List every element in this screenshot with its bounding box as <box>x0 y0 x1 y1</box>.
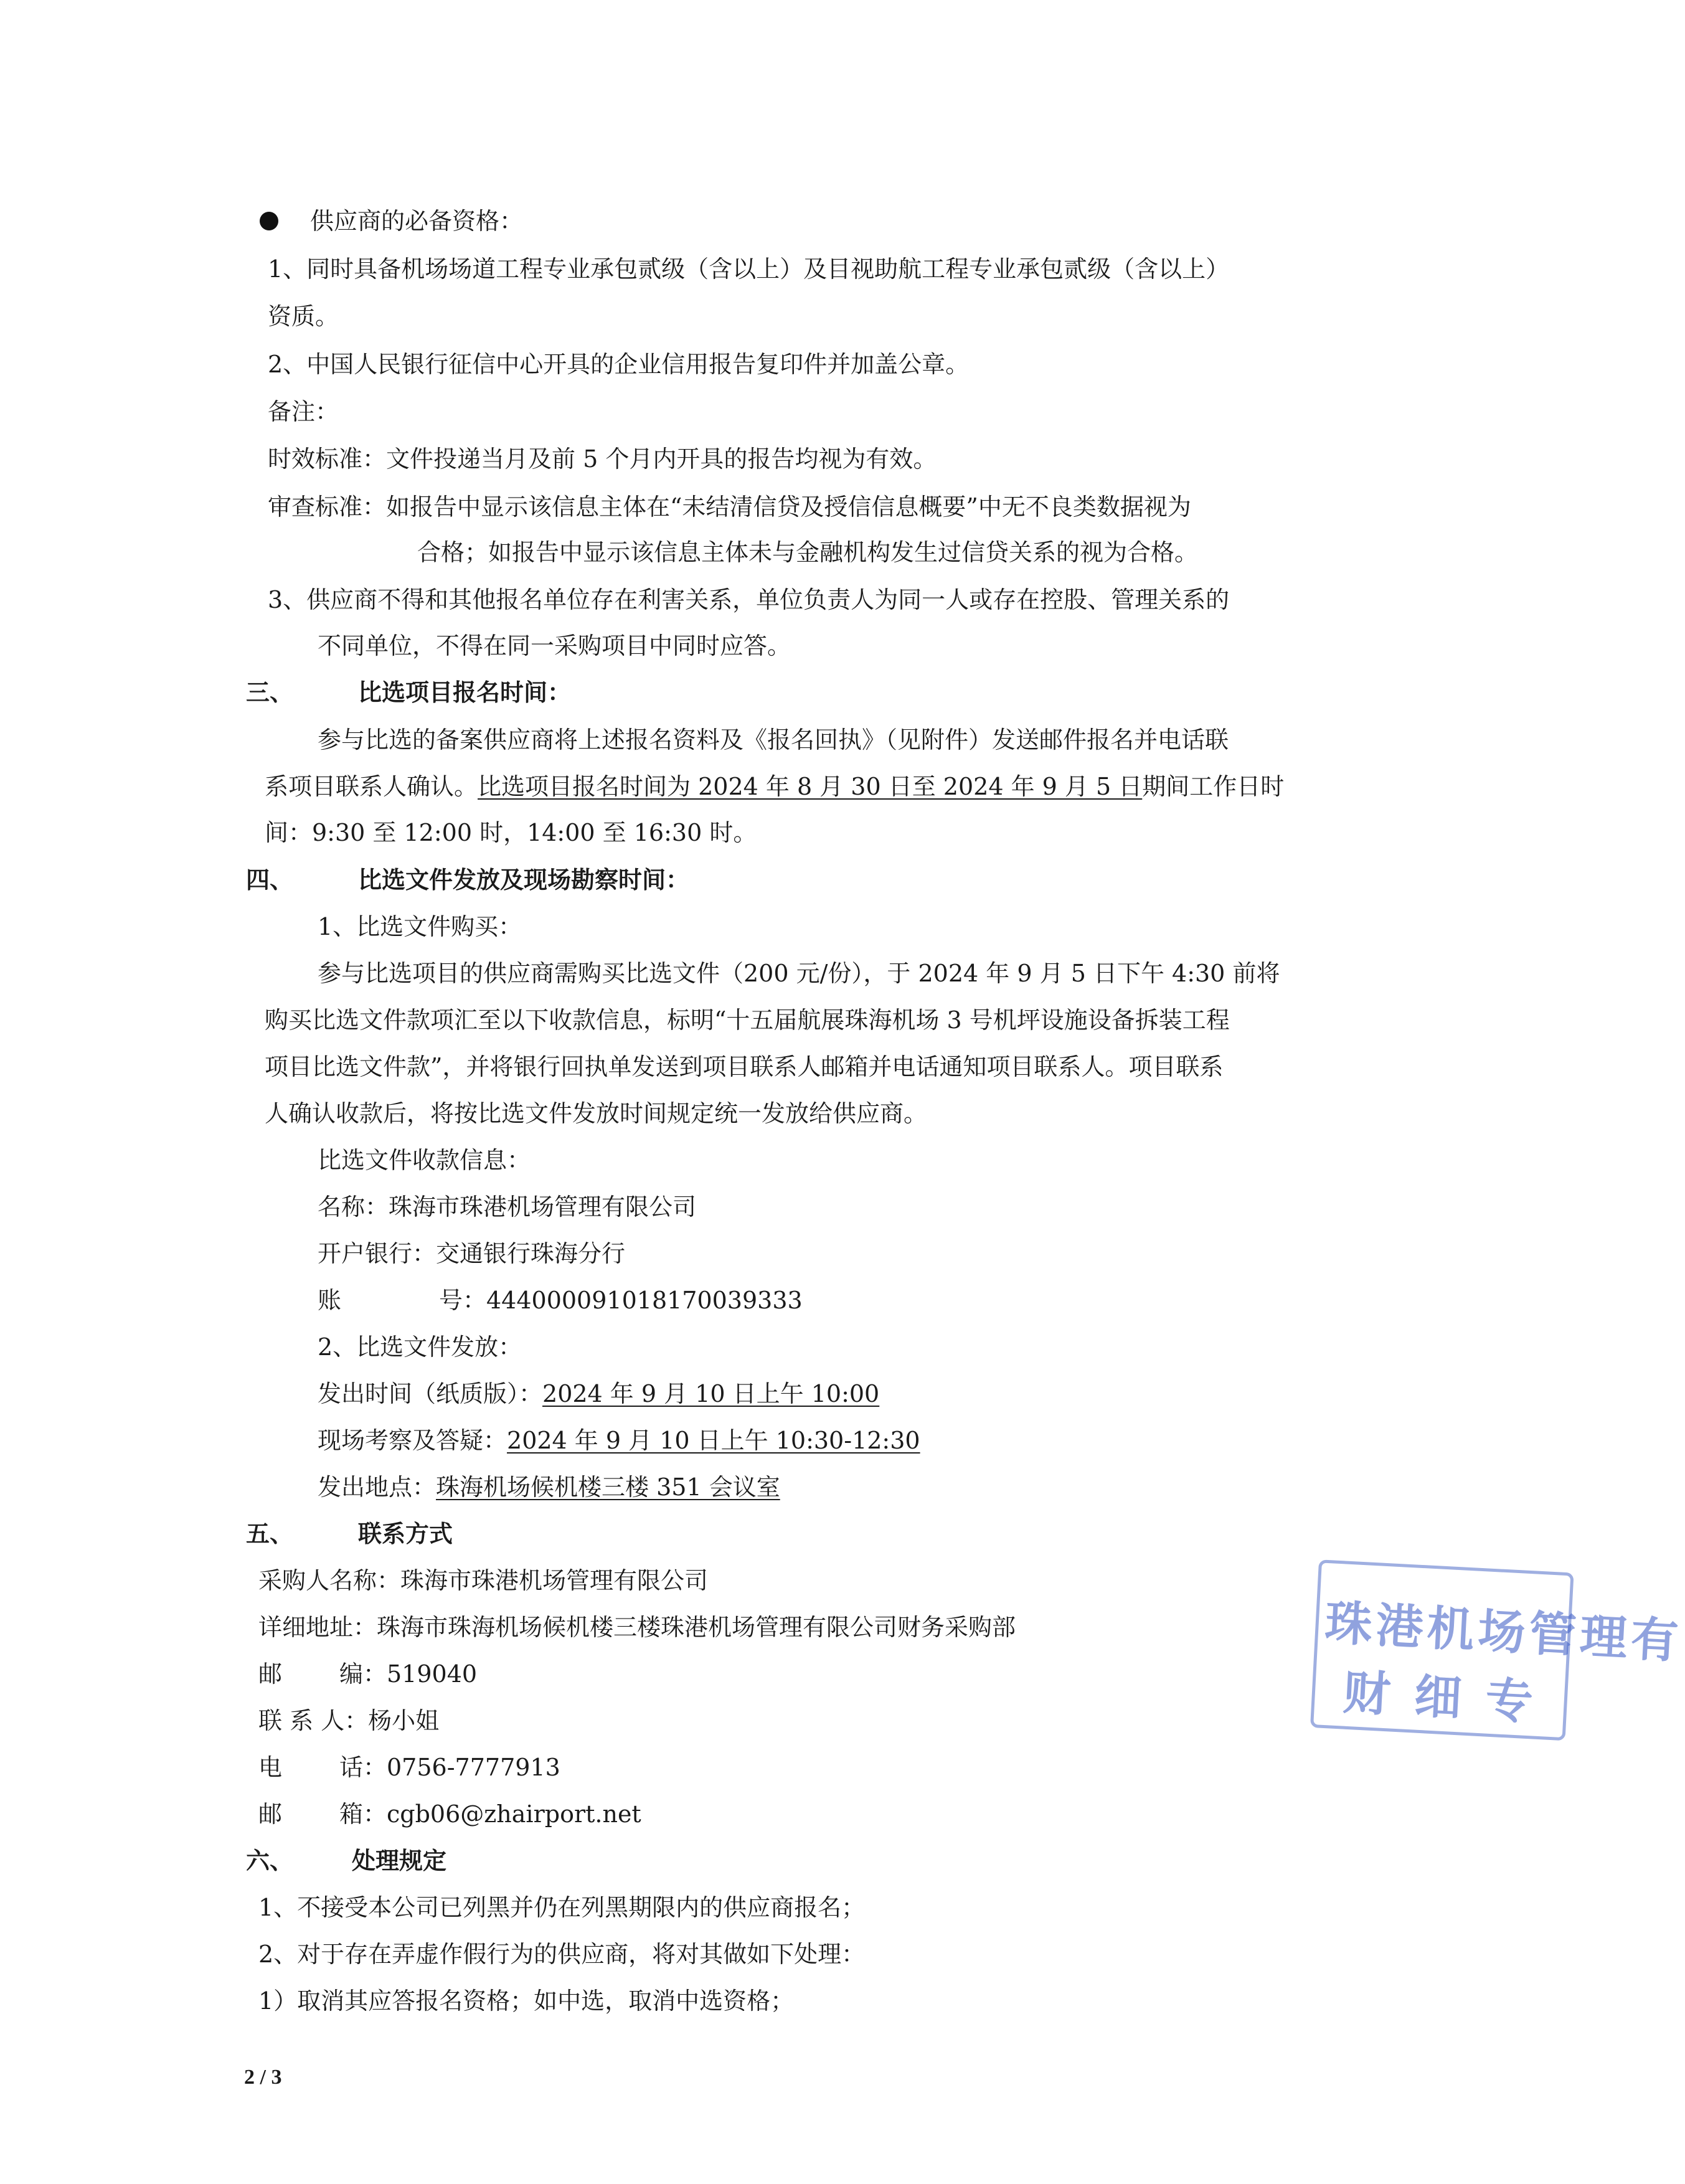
section-3-number: 三、 <box>246 679 294 706</box>
email: 箱：cgb06@zhairport.net <box>339 1800 641 1828</box>
site-visit-label: 现场考察及答疑： <box>318 1427 507 1454</box>
contact-person: 联 系 人：杨小姐 <box>258 1707 440 1734</box>
rule-2-item-1: 1）取消其应答报名资格；如中选，取消中选资格； <box>258 1987 795 2015</box>
rule-2: 2、对于存在弄虚作假行为的供应商，将对其做如下处理： <box>258 1941 866 1968</box>
section-5-number: 五、 <box>246 1520 294 1548</box>
bank-name: 开户银行：交通银行珠海分行 <box>318 1240 626 1267</box>
purchaser-address: 详细地址：珠海市珠海机场候机楼三楼珠港机场管理有限公司财务采购部 <box>258 1614 1016 1641</box>
qualification-3-line1: 3、供应商不得和其他报名单位存在利害关系，单位负责人为同一人或存在控股、管理关系的 <box>268 586 1230 613</box>
purchase-paragraph-line4: 人确认收款后，将按比选文件发放时间规定统一发放给供应商。 <box>265 1100 928 1127</box>
section-5-title: 联系方式 <box>358 1520 453 1548</box>
site-visit-time <box>318 1425 920 1456</box>
page-number: 2 / 3 <box>244 2066 282 2089</box>
registration-period: 比选项目报名时间为 2024 年 8 月 30 日至 2024 年 9 月 5 日 <box>478 773 1143 800</box>
phone: 话：0756-7777913 <box>339 1754 560 1781</box>
registration-paragraph-line3: 间：9:30 至 12:00 时，14:00 至 16:30 时。 <box>265 819 757 846</box>
section-4-number: 四、 <box>246 866 294 894</box>
issue-time-label: 发出时间（纸质版）： <box>318 1380 543 1407</box>
registration-paragraph-line1: 参与比选的备案供应商将上述报名资料及《报名回执》（见附件）发送邮件报名并电话联 <box>318 726 1229 754</box>
review-standard-line1: 审查标准：如报告中显示该信息主体在“未结清信贷及授信信息概要”中无不良类数据视为 <box>268 493 1191 521</box>
registration-paragraph-line2 <box>265 771 1284 802</box>
issue-time-value: 2024 年 9 月 10 日上午 10:00 <box>542 1380 880 1407</box>
section-3-title: 比选项目报名时间： <box>358 679 572 706</box>
site-visit-value: 2024 年 9 月 10 日上午 10:30-12:30 <box>507 1427 920 1454</box>
purchase-subheading: 1、比选文件购买： <box>318 913 522 940</box>
purchaser-name: 采购人名称：珠海市珠港机场管理有限公司 <box>258 1567 709 1594</box>
postcode-label-first: 邮 <box>258 1660 283 1688</box>
bullet-icon <box>260 212 278 230</box>
section-6-number: 六、 <box>246 1847 294 1874</box>
company-seal-stamp <box>1309 1559 1684 1760</box>
qualifications-heading: 供应商的必备资格： <box>310 207 524 235</box>
stamp-line-2: 财 细 专 <box>1341 1664 1538 1730</box>
phone-label-first: 电 <box>258 1754 283 1781</box>
postcode: 编：519040 <box>339 1660 478 1688</box>
payment-info-label: 比选文件收款信息： <box>318 1146 531 1174</box>
issue-location-label: 发出地点： <box>318 1473 437 1501</box>
section-6-title: 处理规定 <box>352 1847 447 1874</box>
qualification-1-line2: 资质。 <box>268 303 339 330</box>
payee-name: 名称：珠海市珠港机场管理有限公司 <box>318 1193 697 1221</box>
registration-text-c: 期间工作日时 <box>1142 773 1285 800</box>
account-number: 号：444000091018170039333 <box>439 1287 803 1314</box>
issue-location <box>318 1472 780 1503</box>
rule-1: 1、不接受本公司已列黑并仍在列黑期限内的供应商报名； <box>258 1894 866 1921</box>
qualification-3-line2: 不同单位，不得在同一采购项目中同时应答。 <box>318 632 791 659</box>
stamp-line-1: 珠港机场管理有 <box>1323 1594 1684 1669</box>
email-label-first: 邮 <box>258 1800 283 1828</box>
qualification-2: 2、中国人民银行征信中心开具的企业信用报告复印件并加盖公章。 <box>268 351 970 378</box>
issue-location-value: 珠海机场候机楼三楼 351 会议室 <box>436 1473 780 1501</box>
registration-text-a: 系项目联系人确认。 <box>265 773 478 800</box>
review-standard-line2: 合格；如报告中显示该信息主体未与金融机构发生过信贷关系的视为合格。 <box>417 539 1199 566</box>
qualification-1-line1: 1、同时具备机场场道工程专业承包贰级（含以上）及目视助航工程专业承包贰级（含以上） <box>268 255 1230 283</box>
purchase-paragraph-line2: 购买比选文件款项汇至以下收款信息，标明“十五届航展珠海机场 3 号机坪设施设备拆装工程 <box>265 1006 1230 1034</box>
purchase-paragraph-line3: 项目比选文件款”，并将银行回执单发送到项目联系人邮箱并电话通知项目联系人。项目联系 <box>265 1053 1224 1080</box>
distribution-subheading: 2、比选文件发放： <box>318 1333 522 1361</box>
remarks-label: 备注： <box>268 398 339 425</box>
account-label-first: 账 <box>318 1287 342 1314</box>
validity-standard: 时效标准：文件投递当月及前 5 个月内开具的报告均视为有效。 <box>268 445 937 473</box>
purchase-paragraph-line1: 参与比选项目的供应商需购买比选文件（200 元/份），于 2024 年 9 月 5 日下午 4:30 前将 <box>318 960 1280 987</box>
issue-time <box>318 1378 879 1409</box>
section-4-title: 比选文件发放及现场勘察时间： <box>358 866 690 894</box>
